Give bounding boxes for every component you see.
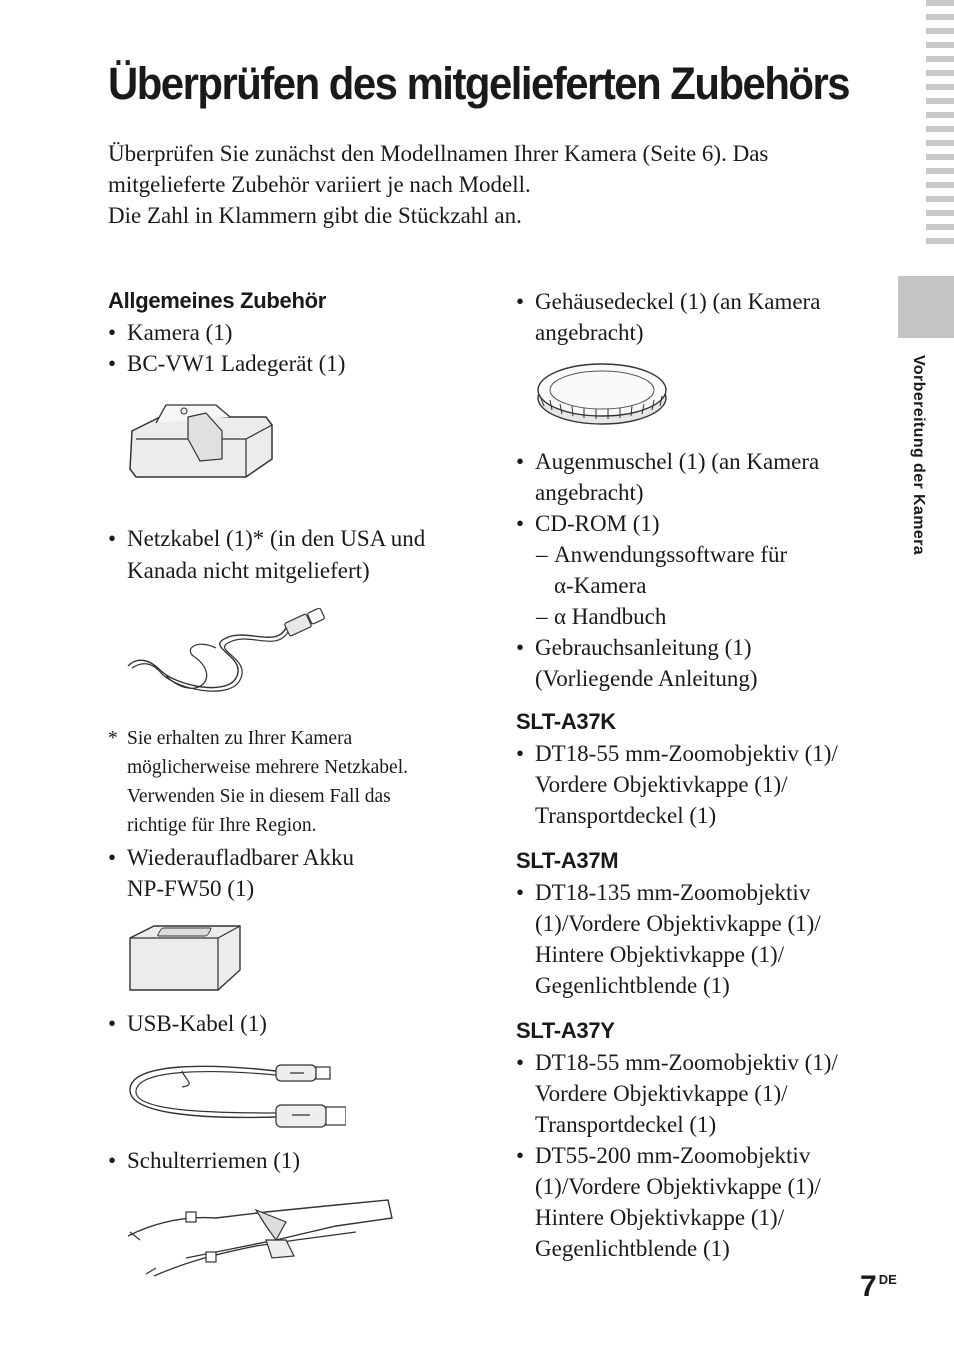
a37y-line: Vordere Objektivkappe (1)/ xyxy=(535,1081,788,1106)
list-item-shoulder-strap: • Schulterriemen (1) xyxy=(108,1145,478,1176)
battery-line: NP-FW50 (1) xyxy=(127,876,255,901)
section-heading-slt-a37k: SLT-A37K xyxy=(516,709,616,734)
page-number-value: 7 xyxy=(860,1270,877,1303)
footnote xyxy=(108,724,478,840)
a37k-line: DT18-55 mm-Zoomobjektiv (1)/ xyxy=(535,741,838,766)
stripe xyxy=(926,84,954,90)
stripe xyxy=(926,112,954,118)
left-column xyxy=(108,285,478,1282)
list-item-usb-cable: • USB-Kabel (1) xyxy=(108,1008,478,1039)
a37y-line: DT18-55 mm-Zoomobjektiv (1)/ xyxy=(535,1050,838,1075)
a37m-line: Hintere Objektivkappe (1)/ xyxy=(535,942,785,967)
side-tab-active-block xyxy=(898,276,954,338)
a37y-line: Hintere Objektivkappe (1)/ xyxy=(535,1205,785,1230)
charger-illustration xyxy=(126,399,276,483)
a37k-line: Transportdeckel (1) xyxy=(535,803,717,828)
stripe xyxy=(926,56,954,62)
shoulder-strap-illustration xyxy=(126,1192,396,1282)
stripe xyxy=(926,126,954,132)
stripe xyxy=(926,224,954,230)
stripe xyxy=(926,168,954,174)
manual-line: Gebrauchsanleitung (1) xyxy=(535,635,752,660)
footnote-line: möglicherweise mehrere Netzkabel. xyxy=(127,757,408,778)
intro-line: Die Zahl in Klammern gibt die Stückzahl an. xyxy=(108,203,522,228)
a37y-line: DT55-200 mm-Zoomobjektiv xyxy=(535,1143,811,1168)
list-item-cd-rom: • CD-ROM (1) xyxy=(516,508,886,539)
stripe xyxy=(926,140,954,146)
manual-line: (Vorliegende Anleitung) xyxy=(535,666,758,691)
list-item-a37k-lens xyxy=(516,738,886,831)
a37m-line: Gegenlichtblende (1) xyxy=(535,973,730,998)
chapter-side-label: Vorbereitung der Kamera xyxy=(910,355,927,556)
intro-line: mitgelieferte Zubehör variiert je nach Modell. xyxy=(108,172,531,197)
software-line: Anwendungssoftware für xyxy=(554,542,788,567)
battery-illustration xyxy=(126,924,246,994)
stripe xyxy=(926,98,954,104)
list-item-a37y-lens-1 xyxy=(516,1047,886,1140)
list-item-body-cap xyxy=(516,286,886,348)
sub-item-handbook xyxy=(516,601,886,632)
a37y-line: Transportdeckel (1) xyxy=(535,1112,717,1137)
battery-line: Wiederaufladbarer Akku xyxy=(127,845,355,870)
list-item-manual xyxy=(516,632,886,694)
section-heading-slt-a37m: SLT-A37M xyxy=(516,848,619,873)
stripe xyxy=(926,182,954,188)
stripe xyxy=(926,42,954,48)
stripe xyxy=(926,0,954,6)
list-item-camera: • Kamera (1) xyxy=(108,317,478,348)
power-cord-line: Kanada nicht mitgeliefert) xyxy=(127,558,370,583)
footnote-text: Sie erhalten zu Ihrer Kamera xyxy=(127,728,353,749)
list-item-a37m-lens xyxy=(516,877,886,1001)
list-item-a37y-lens-2 xyxy=(516,1140,886,1264)
page-language: DE xyxy=(878,1272,897,1287)
footnote-marker: * xyxy=(108,728,118,749)
handbook-line: α Handbuch xyxy=(554,604,667,629)
section-heading-general: Allgemeines Zubehör xyxy=(108,288,327,313)
list-item-charger: • BC-VW1 Ladegerät (1) xyxy=(108,348,478,379)
stripe xyxy=(926,210,954,216)
section-heading-slt-a37y: SLT-A37Y xyxy=(516,1018,615,1043)
a37m-line: DT18-135 mm-Zoomobjektiv xyxy=(535,880,811,905)
stripe xyxy=(926,70,954,76)
power-cord-illustration xyxy=(126,608,336,708)
stripe xyxy=(926,28,954,34)
usb-cable-illustration xyxy=(126,1057,346,1137)
body-cap-illustration xyxy=(536,362,668,426)
intro-text xyxy=(108,138,868,231)
list-item-eyecup xyxy=(516,446,886,508)
list-item-battery xyxy=(108,842,478,904)
body-cap-line: Gehäusedeckel (1) (an Kamera xyxy=(535,289,821,314)
side-tab-stripes xyxy=(926,0,954,252)
sub-item-software xyxy=(516,539,886,601)
dash-marker: – xyxy=(536,604,548,629)
footnote-line: richtige für Ihre Region. xyxy=(127,815,317,836)
a37k-line: Vordere Objektivkappe (1)/ xyxy=(535,772,788,797)
power-cord-line: Netzkabel (1)* (in den USA und xyxy=(127,526,426,551)
stripe xyxy=(926,14,954,20)
page-number xyxy=(860,1270,897,1304)
list-item-power-cord xyxy=(108,523,478,588)
intro-line: Überprüfen Sie zunächst den Modellnamen Ihrer Kamera (Seite 6). Das xyxy=(108,141,769,166)
dash-marker: – xyxy=(536,542,548,567)
stripe xyxy=(926,238,954,244)
a37m-line: (1)/Vordere Objektivkappe (1)/ xyxy=(535,911,821,936)
page-title: Überprüfen des mitgelieferten Zubehörs xyxy=(108,58,850,109)
eyecup-line: Augenmuschel (1) (an Kamera xyxy=(535,449,820,474)
eyecup-line: angebracht) xyxy=(535,480,644,505)
a37y-line: (1)/Vordere Objektivkappe (1)/ xyxy=(535,1174,821,1199)
stripe xyxy=(926,154,954,160)
body-cap-line: angebracht) xyxy=(535,320,644,345)
footnote-line xyxy=(108,724,478,753)
stripe xyxy=(926,196,954,202)
a37y-line: Gegenlichtblende (1) xyxy=(535,1236,730,1261)
right-column xyxy=(516,286,886,1264)
software-line: α-Kamera xyxy=(554,573,647,598)
footnote-line: Verwenden Sie in diesem Fall das xyxy=(127,786,391,807)
